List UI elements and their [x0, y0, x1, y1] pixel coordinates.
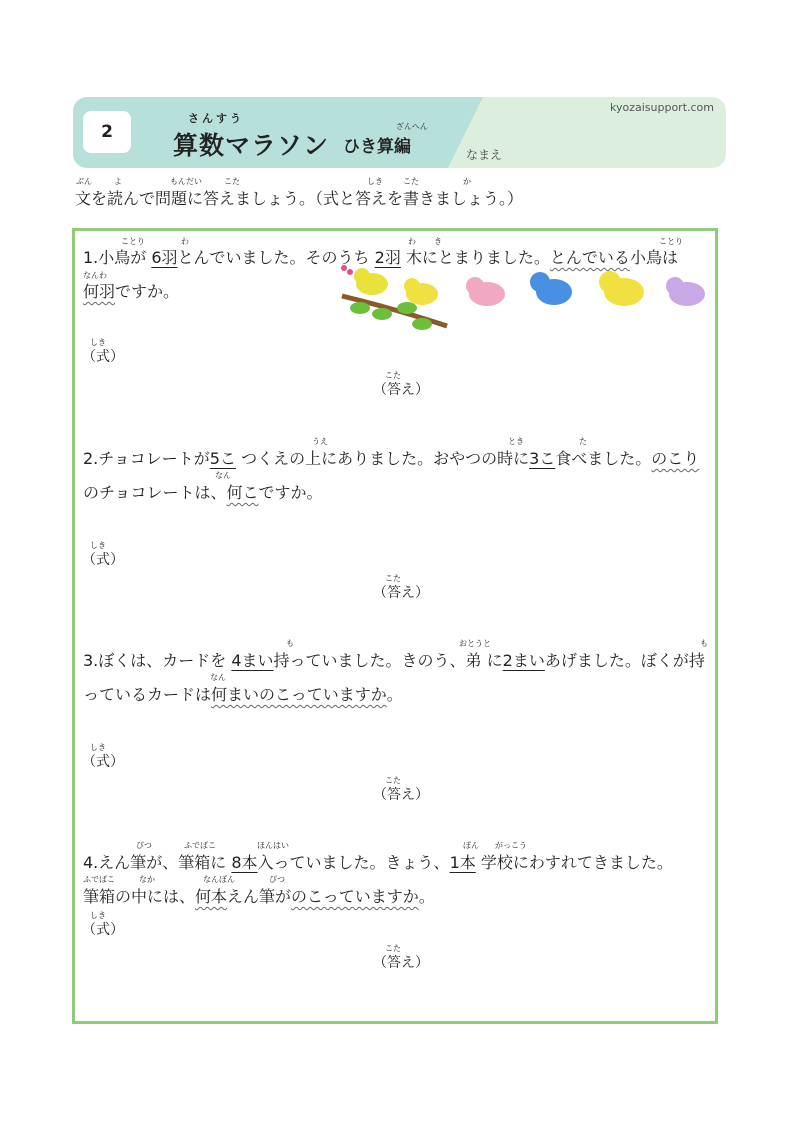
- page-subtitle: ひき算編: [343, 137, 411, 157]
- shiki-ruby: しき: [90, 911, 106, 920]
- ruby: がっこう: [495, 841, 527, 850]
- ruby: ほんはい: [257, 841, 289, 850]
- ruby: も: [700, 639, 708, 648]
- shiki-label: （式）: [82, 349, 124, 365]
- ruby: ふでばこ: [83, 875, 115, 884]
- kotae-ruby: こた: [385, 574, 401, 583]
- ruby: き: [434, 237, 442, 246]
- question-3-line-1: 3.ぼくは、カードを 4まい持っていました。きのう、弟 に2まいあげました。ぼくが持: [83, 651, 705, 670]
- ruby: なか: [139, 875, 155, 884]
- ruby: もんだい: [170, 177, 202, 186]
- ruby: ことり: [659, 237, 683, 246]
- shiki-ruby: しき: [90, 541, 106, 550]
- ruby: こた: [403, 177, 419, 186]
- site-url: kyozaisupport.com: [609, 101, 714, 114]
- ruby: ぽん: [463, 841, 479, 850]
- ruby: た: [579, 437, 587, 446]
- subtitle-ruby: ざんへん: [396, 122, 428, 131]
- ruby: わ: [181, 237, 189, 246]
- shiki-label: （式）: [82, 754, 124, 770]
- ruby: しき: [367, 177, 383, 186]
- ruby: なんわ: [83, 271, 107, 280]
- title-ruby: さんすう: [188, 112, 244, 125]
- question-2-line-2: のチョコレートは、何こですか。: [83, 483, 323, 502]
- ruby: か: [463, 177, 471, 186]
- ruby: なん: [210, 673, 226, 682]
- ruby: ぴつ: [269, 875, 285, 884]
- ruby: わ: [408, 237, 416, 246]
- shiki-label: （式）: [82, 922, 124, 938]
- question-1-line-1: 1.小鳥が 6羽とんでいました。そのうち 2羽 木にとまりました。とんでいる小鳥は: [83, 248, 678, 267]
- ruby: おとうと: [459, 639, 491, 648]
- birds-illustration: [332, 258, 722, 338]
- answer-label: （答え）: [373, 585, 429, 601]
- ruby: ことり: [121, 237, 145, 246]
- ruby: とき: [508, 437, 524, 446]
- page-title: 算数マラソン: [173, 131, 330, 160]
- ruby: なん: [215, 471, 231, 480]
- question-3-line-2: っているカードは何まいのこっていますか。: [83, 685, 403, 704]
- answer-label: （答え）: [373, 787, 429, 803]
- question-1-line-2: 何羽ですか。: [83, 282, 180, 301]
- answer-label: （答え）: [373, 382, 429, 398]
- shiki-ruby: しき: [90, 743, 106, 752]
- kotae-ruby: こた: [385, 371, 401, 380]
- answer-label: （答え）: [373, 955, 429, 971]
- worksheet-number: 2: [83, 111, 131, 153]
- ruby: なんぼん: [203, 875, 235, 884]
- ruby: ふでばこ: [184, 841, 216, 850]
- question-4-line-2: 筆箱の中には、何本えん筆がのこっていますか。: [83, 887, 435, 906]
- kotae-ruby: こた: [385, 944, 401, 953]
- ruby: ぴつ: [136, 841, 152, 850]
- ruby: も: [286, 639, 294, 648]
- kotae-ruby: こた: [385, 776, 401, 785]
- instructions: 文を読んで問題に答えましょう。（式と答えを書きましょう。）: [75, 189, 524, 208]
- shiki-ruby: しき: [90, 338, 106, 347]
- name-label: なまえ: [466, 148, 503, 162]
- question-4-line-1: 4.えん筆が、筆箱に 8本入っていました。きょう、1本 学校にわすれてきました。: [83, 853, 673, 872]
- ruby: こた: [224, 177, 240, 186]
- ruby: うえ: [312, 437, 328, 446]
- shiki-label: （式）: [82, 552, 124, 568]
- question-2-line-1: 2.チョコレートが5こ つくえの上にありました。おやつの時に3こ食べました。のこり: [83, 449, 700, 468]
- ruby: よ: [114, 177, 122, 186]
- ruby: ぶん: [76, 177, 92, 186]
- worksheet-header: [73, 97, 726, 168]
